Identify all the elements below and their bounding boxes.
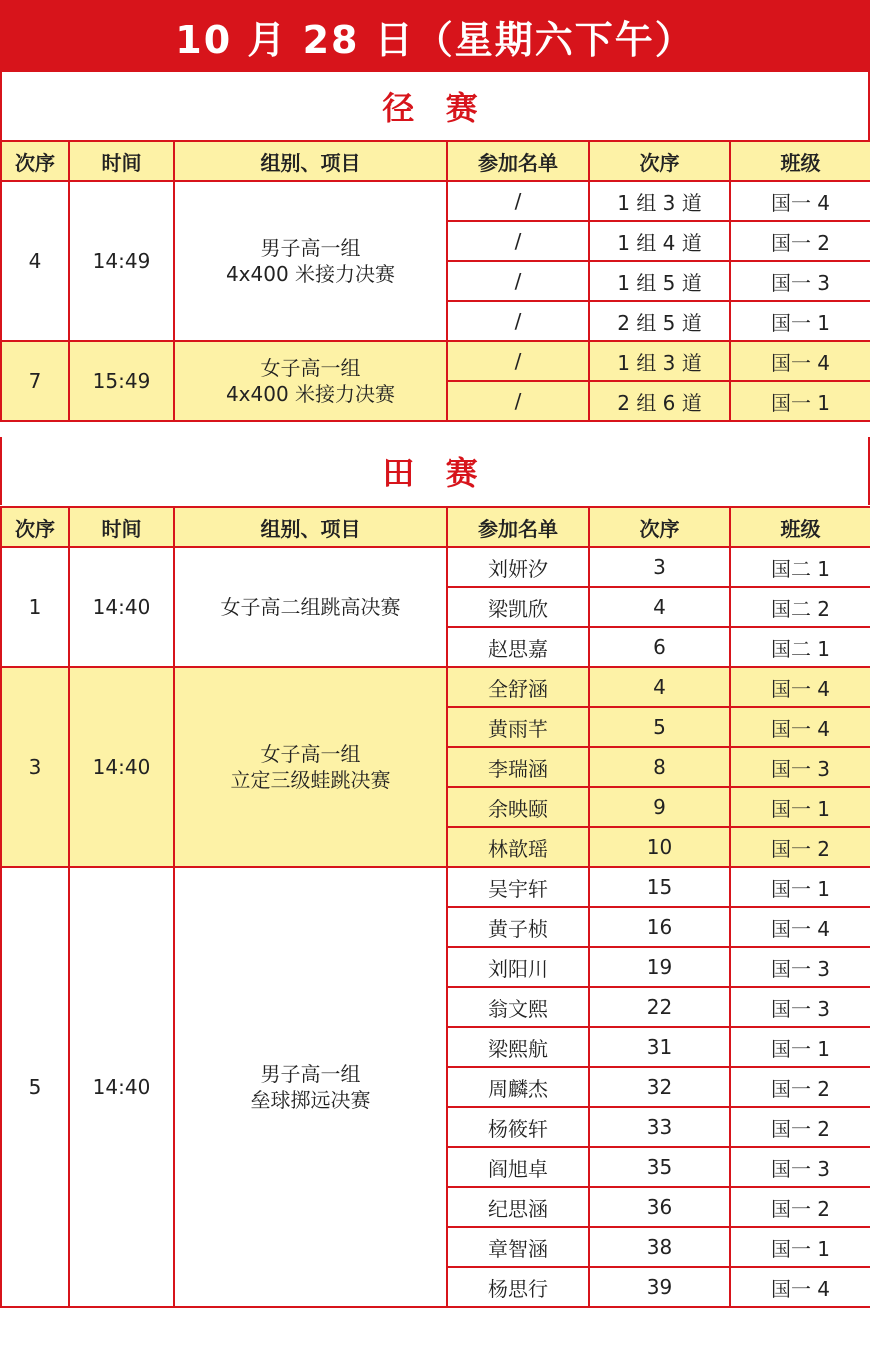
table-row (1, 341, 870, 381)
participant-cell: / (447, 341, 589, 381)
class-cell: 国一 3 (730, 947, 870, 987)
sequence-cell: 1 组 4 道 (589, 221, 730, 261)
class-cell: 国一 4 (730, 907, 870, 947)
sequence-cell: 9 (589, 787, 730, 827)
participant-cell: / (447, 181, 589, 221)
class-cell: 国一 1 (730, 1027, 870, 1067)
class-cell: 国二 2 (730, 587, 870, 627)
sequence-cell: 15 (589, 867, 730, 907)
order-cell: 1 (1, 547, 69, 667)
participant-cell: / (447, 301, 589, 341)
header-event: 组别、项目 (174, 507, 447, 547)
participant-cell: / (447, 381, 589, 421)
participant-cell: 余映颐 (447, 787, 589, 827)
event-cell (174, 867, 447, 1307)
event-line-1: 女子高一组 (260, 356, 361, 380)
class-cell: 国一 2 (730, 1107, 870, 1147)
header-sequence: 次序 (589, 141, 730, 181)
event-line-2: 立定三级蛙跳决赛 (230, 768, 391, 792)
sequence-cell: 1 组 3 道 (589, 341, 730, 381)
order-cell: 4 (1, 181, 69, 341)
participant-cell: 林歆瑶 (447, 827, 589, 867)
header-time: 时间 (69, 141, 174, 181)
order-cell: 7 (1, 341, 69, 421)
class-cell: 国一 3 (730, 747, 870, 787)
header-class: 班级 (730, 141, 870, 181)
sequence-cell: 1 组 3 道 (589, 181, 730, 221)
participant-cell: 杨筱轩 (447, 1107, 589, 1147)
field-section-title: 田 赛 (0, 437, 870, 505)
track-section-title: 径 赛 (0, 72, 870, 140)
participant-cell: 周麟杰 (447, 1067, 589, 1107)
participant-cell: 吴宇轩 (447, 867, 589, 907)
track-schedule-table (0, 140, 870, 422)
participant-cell: / (447, 261, 589, 301)
sequence-cell: 38 (589, 1227, 730, 1267)
class-cell: 国一 2 (730, 221, 870, 261)
class-cell: 国二 1 (730, 547, 870, 587)
class-cell: 国一 4 (730, 181, 870, 221)
field-schedule-table (0, 506, 870, 1308)
event-line-2: 4x400 米接力决赛 (225, 262, 396, 286)
time-cell: 14:40 (69, 867, 174, 1307)
time-cell: 15:49 (69, 341, 174, 421)
sequence-cell: 16 (589, 907, 730, 947)
header-participants: 参加名单 (447, 141, 589, 181)
participant-cell: 杨思行 (447, 1267, 589, 1307)
header-order: 次序 (1, 141, 69, 181)
class-cell: 国一 1 (730, 787, 870, 827)
class-cell: 国一 1 (730, 381, 870, 421)
sequence-cell: 6 (589, 627, 730, 667)
participant-cell: 全舒涵 (447, 667, 589, 707)
event-cell (174, 341, 447, 421)
sequence-cell: 3 (589, 547, 730, 587)
participant-cell: 赵思嘉 (447, 627, 589, 667)
sequence-cell: 4 (589, 587, 730, 627)
event-cell (174, 181, 447, 341)
event-line-2: 垒球掷远决赛 (250, 1088, 371, 1112)
event-line-1: 女子高一组 (260, 742, 361, 766)
class-cell: 国二 1 (730, 627, 870, 667)
sequence-cell: 2 组 6 道 (589, 381, 730, 421)
time-cell: 14:40 (69, 667, 174, 867)
event-line-1: 男子高一组 (260, 236, 361, 260)
sequence-cell: 22 (589, 987, 730, 1027)
sequence-cell: 32 (589, 1067, 730, 1107)
participant-cell: / (447, 221, 589, 261)
header-class: 班级 (730, 507, 870, 547)
participant-cell: 梁凯欣 (447, 587, 589, 627)
table-row (1, 181, 870, 221)
sequence-cell: 36 (589, 1187, 730, 1227)
sequence-cell: 35 (589, 1147, 730, 1187)
sequence-cell: 1 组 5 道 (589, 261, 730, 301)
participant-cell: 章智涵 (447, 1227, 589, 1267)
header-event: 组别、项目 (174, 141, 447, 181)
class-cell: 国一 3 (730, 987, 870, 1027)
participant-cell: 黄子桢 (447, 907, 589, 947)
event-line-1: 男子高一组 (260, 1062, 361, 1086)
sequence-cell: 31 (589, 1027, 730, 1067)
participant-cell: 黄雨芊 (447, 707, 589, 747)
participant-cell: 纪思涵 (447, 1187, 589, 1227)
order-cell: 3 (1, 667, 69, 867)
participant-cell: 翁文熙 (447, 987, 589, 1027)
participant-cell: 阎旭卓 (447, 1147, 589, 1187)
class-cell: 国一 2 (730, 1187, 870, 1227)
sequence-cell: 33 (589, 1107, 730, 1147)
table-header-row (1, 507, 870, 547)
sequence-cell: 10 (589, 827, 730, 867)
sequence-cell: 4 (589, 667, 730, 707)
order-cell: 5 (1, 867, 69, 1307)
header-participants: 参加名单 (447, 507, 589, 547)
participant-cell: 刘阳川 (447, 947, 589, 987)
class-cell: 国一 4 (730, 707, 870, 747)
time-cell: 14:49 (69, 181, 174, 341)
table-row (1, 867, 870, 907)
table-row (1, 547, 870, 587)
sequence-cell: 5 (589, 707, 730, 747)
header-sequence: 次序 (589, 507, 730, 547)
table-row (1, 667, 870, 707)
class-cell: 国一 4 (730, 341, 870, 381)
event-line-2: 4x400 米接力决赛 (225, 382, 396, 406)
class-cell: 国一 4 (730, 1267, 870, 1307)
event-cell (174, 547, 447, 667)
participant-cell: 李瑞涵 (447, 747, 589, 787)
class-cell: 国一 3 (730, 1147, 870, 1187)
participant-cell: 刘妍汐 (447, 547, 589, 587)
header-order: 次序 (1, 507, 69, 547)
table-header-row (1, 141, 870, 181)
sequence-cell: 39 (589, 1267, 730, 1307)
page-title: 10 月 28 日（星期六下午） (0, 0, 870, 72)
class-cell: 国一 2 (730, 827, 870, 867)
time-cell: 14:40 (69, 547, 174, 667)
class-cell: 国一 2 (730, 1067, 870, 1107)
class-cell: 国一 1 (730, 1227, 870, 1267)
event-line-1: 女子高二组跳高决赛 (220, 595, 401, 619)
class-cell: 国一 3 (730, 261, 870, 301)
event-cell (174, 667, 447, 867)
class-cell: 国一 1 (730, 867, 870, 907)
header-time: 时间 (69, 507, 174, 547)
sequence-cell: 8 (589, 747, 730, 787)
class-cell: 国一 4 (730, 667, 870, 707)
participant-cell: 梁熙航 (447, 1027, 589, 1067)
sequence-cell: 19 (589, 947, 730, 987)
class-cell: 国一 1 (730, 301, 870, 341)
sequence-cell: 2 组 5 道 (589, 301, 730, 341)
